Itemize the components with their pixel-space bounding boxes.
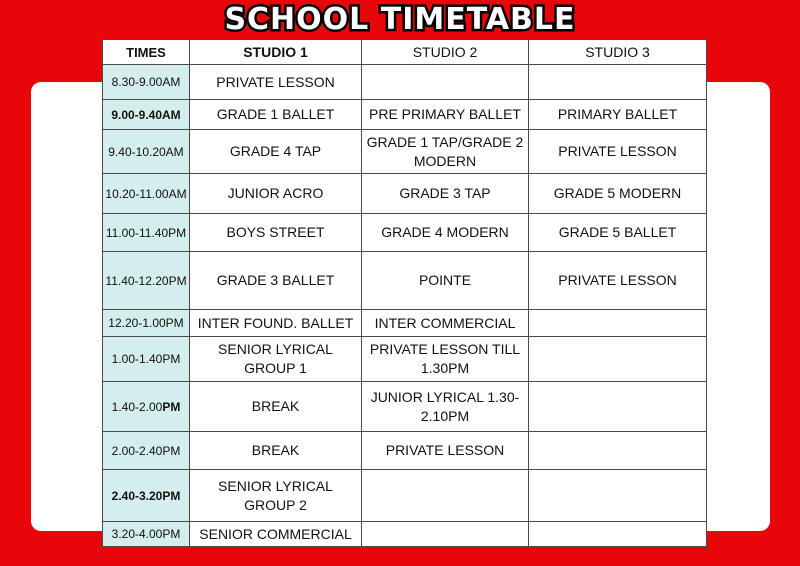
studio-1-cell: GRADE 1 BALLET bbox=[190, 100, 362, 130]
studio-1-cell: JUNIOR ACRO bbox=[190, 174, 362, 214]
time-cell: 8.30-9.00AM bbox=[103, 65, 190, 100]
table-row bbox=[103, 214, 707, 252]
studio-1-cell: GRADE 3 BALLET bbox=[190, 252, 362, 310]
time-cell: 9.40-10.20AM bbox=[103, 130, 190, 174]
time-cell: 1.00-1.40PM bbox=[103, 337, 190, 382]
table-row bbox=[103, 382, 707, 432]
table-row bbox=[103, 522, 707, 547]
page-title: SCHOOL TIMETABLE bbox=[224, 2, 576, 37]
studio-3-cell: PRIMARY BALLET bbox=[529, 100, 707, 130]
table-row bbox=[103, 65, 707, 100]
studio-3-cell: GRADE 5 BALLET bbox=[529, 214, 707, 252]
studio-3-cell: GRADE 5 MODERN bbox=[529, 174, 707, 214]
header-studio-2: STUDIO 2 bbox=[362, 40, 529, 65]
studio-1-cell: BOYS STREET bbox=[190, 214, 362, 252]
studio-2-cell: PRIVATE LESSON TILL 1.30PM bbox=[362, 337, 529, 382]
studio-1-cell: SENIOR LYRICAL GROUP 2 bbox=[190, 470, 362, 522]
header-studio-1: STUDIO 1 bbox=[190, 40, 362, 65]
table-row bbox=[103, 432, 707, 470]
studio-3-cell bbox=[529, 382, 707, 432]
studio-2-cell: INTER COMMERCIAL bbox=[362, 310, 529, 337]
studio-2-cell: GRADE 1 TAP/GRADE 2 MODERN bbox=[362, 130, 529, 174]
header-times: TIMES bbox=[103, 40, 190, 65]
table-row bbox=[103, 130, 707, 174]
studio-2-cell: GRADE 3 TAP bbox=[362, 174, 529, 214]
studio-3-cell bbox=[529, 310, 707, 337]
table-row bbox=[103, 470, 707, 522]
studio-3-cell bbox=[529, 337, 707, 382]
time-cell: 3.20-4.00PM bbox=[103, 522, 190, 547]
studio-1-cell: GRADE 4 TAP bbox=[190, 130, 362, 174]
time-cell: 2.00-2.40PM bbox=[103, 432, 190, 470]
table-row bbox=[103, 100, 707, 130]
studio-3-cell: PRIVATE LESSON bbox=[529, 252, 707, 310]
studio-3-cell bbox=[529, 470, 707, 522]
studio-2-cell: PRE PRIMARY BALLET bbox=[362, 100, 529, 130]
header-row bbox=[103, 40, 707, 65]
table-row bbox=[103, 174, 707, 214]
studio-3-cell bbox=[529, 522, 707, 547]
studio-1-cell: PRIVATE LESSON bbox=[190, 65, 362, 100]
studio-2-cell bbox=[362, 470, 529, 522]
time-cell: 11.00-11.40PM bbox=[103, 214, 190, 252]
header-studio-3: STUDIO 3 bbox=[529, 40, 707, 65]
studio-2-cell bbox=[362, 522, 529, 547]
studio-2-cell: GRADE 4 MODERN bbox=[362, 214, 529, 252]
studio-3-cell: PRIVATE LESSON bbox=[529, 130, 707, 174]
timetable bbox=[102, 39, 707, 547]
table-row bbox=[103, 310, 707, 337]
studio-3-cell bbox=[529, 432, 707, 470]
time-cell: 1.40-2.00PM bbox=[103, 382, 190, 432]
studio-2-cell: POINTE bbox=[362, 252, 529, 310]
studio-1-cell: INTER FOUND. BALLET bbox=[190, 310, 362, 337]
time-cell: 2.40-3.20PM bbox=[103, 470, 190, 522]
studio-1-cell: SENIOR LYRICAL GROUP 1 bbox=[190, 337, 362, 382]
studio-3-cell bbox=[529, 65, 707, 100]
time-cell: 10.20-11.00AM bbox=[103, 174, 190, 214]
time-cell: 11.40-12.20PM bbox=[103, 252, 190, 310]
table-row bbox=[103, 252, 707, 310]
studio-1-cell: SENIOR COMMERCIAL bbox=[190, 522, 362, 547]
time-cell: 12.20-1.00PM bbox=[103, 310, 190, 337]
table-row bbox=[103, 337, 707, 382]
studio-1-cell: BREAK bbox=[190, 382, 362, 432]
studio-1-cell: BREAK bbox=[190, 432, 362, 470]
studio-2-cell bbox=[362, 65, 529, 100]
studio-2-cell: JUNIOR LYRICAL 1.30-2.10PM bbox=[362, 382, 529, 432]
studio-2-cell: PRIVATE LESSON bbox=[362, 432, 529, 470]
time-cell: 9.00-9.40AM bbox=[103, 100, 190, 130]
